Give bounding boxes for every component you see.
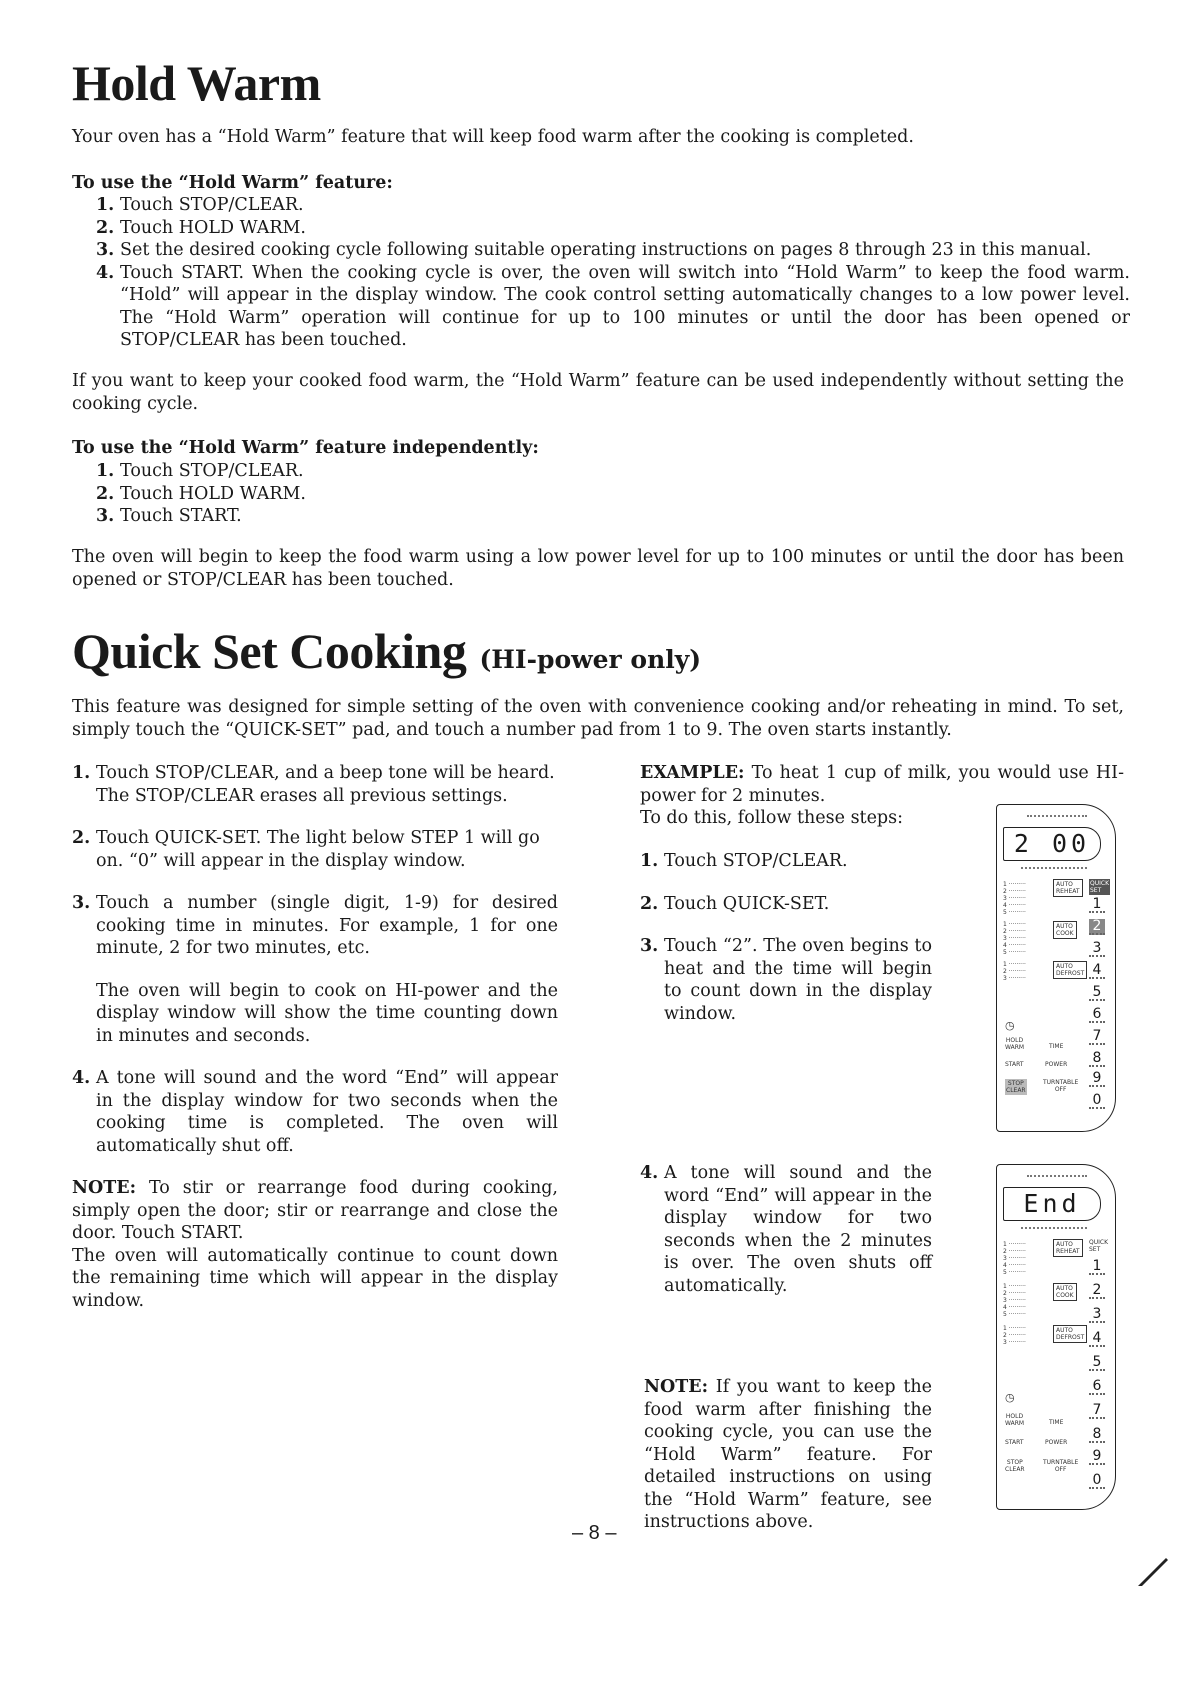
list-item: 4. A tone will sound and the word “End” will appear in the display window for two seconds when the cooking time is completed. The oven will automatically shut off. — [72, 1068, 558, 1156]
example-steps — [640, 850, 932, 1025]
display-window: 2 00 — [1003, 827, 1101, 861]
auto-cook-pad: AUTO COOK — [1053, 1283, 1077, 1301]
hold-warm-independent-heading: To use the “Hold Warm” feature independently: — [72, 438, 539, 458]
auto-cook-pad: AUTO COOK — [1053, 921, 1077, 939]
list-item: 4. Touch START. When the cooking cycle is over, the oven will switch into “Hold Warm” to keep the food warm. “Hold” will appear in the display window. The cook control setting automatically changes to a low power level. The “Hold Warm” operation will continue for up to 100 minutes or until the door has been opened or STOP/CLEAR has been touched. — [96, 262, 1130, 350]
list-item: 1. Touch STOP/CLEAR. — [96, 461, 304, 481]
quick-set-title: Quick Set Cooking — [72, 623, 467, 679]
keypad-6: 6 — [1089, 1007, 1105, 1023]
keypad-7: 7 — [1089, 1029, 1105, 1045]
defrost-menu-list: 1 ········· 2 ········· 3 ········· — [1003, 1325, 1026, 1346]
keypad-2: 2 — [1089, 1283, 1105, 1299]
step-indicators — [1027, 1175, 1087, 1177]
keypad-5: 5 — [1089, 985, 1105, 1001]
hold-warm-independent-note: If you want to keep your cooked food warm, the “Hold Warm” feature can be used independently without setting the cooking cycle. — [72, 371, 1124, 414]
hold-warm-closing: The oven will begin to keep the food warm using a low power level for up to 100 minutes or until the door has been opened or STOP/CLEAR has been touched. — [72, 547, 1124, 590]
list-item: 1. Touch STOP/CLEAR, and a beep tone will be heard. The STOP/CLEAR erases all previous settings. — [72, 763, 555, 806]
note-paragraph: NOTE: To stir or rearrange food during cooking, simply open the door; stir or rearrange and close the door. Touch START. — [72, 1178, 558, 1243]
time-pad: TIME — [1049, 1043, 1064, 1050]
keypad-4: 4 — [1089, 963, 1105, 979]
hold-warm-pad: HOLD WARM — [1005, 1413, 1025, 1427]
keypad-4: 4 — [1089, 1331, 1105, 1347]
keypad-8: 8 — [1089, 1427, 1105, 1443]
hold-warm-steps — [96, 194, 1130, 352]
display-labels — [1021, 867, 1087, 869]
hold-warm-use-heading: To use the “Hold Warm” feature: — [72, 173, 393, 193]
turntable-off-pad: TURNTABLE OFF — [1043, 1079, 1079, 1093]
list-item: 3. Set the desired cooking cycle following suitable operating instructions on pages 8 through 23 in this manual. — [96, 240, 1092, 260]
auto-reheat-pad: AUTO REHEAT — [1053, 879, 1083, 897]
note2-paragraph: NOTE: If you want to keep the food warm after finishing the cooking cycle, you can use the “Hold Warm” feature. For detailed instructions on using the “Hold Warm” feature, see instructions above. — [644, 1377, 932, 1532]
list-item: 3. Touch “2”. The oven begins to heat and the time will begin to count down in the display window. — [640, 936, 932, 1024]
quick-set-heading — [72, 622, 701, 680]
cook-menu-list: 1 ········· 2 ········· 3 ········· 4 ········· 5 ········· — [1003, 921, 1026, 956]
list-item: 2. Touch HOLD WARM. — [96, 217, 306, 238]
example-step-4 — [640, 1162, 932, 1297]
list-item: 2. Touch QUICK-SET. — [640, 893, 830, 914]
reheat-menu-list: 1 ········· 2 ········· 3 ········· 4 ········· 5 ········· — [1003, 881, 1026, 916]
hold-warm-pad: HOLD WARM — [1005, 1037, 1025, 1051]
quick-set-pad: QUICK SET — [1090, 880, 1110, 894]
keypad-3: 3 — [1089, 941, 1105, 957]
auto-defrost-pad: AUTO DEFROST — [1053, 1325, 1087, 1343]
step-indicators — [1027, 815, 1087, 817]
quick-set-subtitle: (HI-power only) — [479, 645, 702, 674]
keypad-0: 0 — [1089, 1093, 1105, 1109]
quick-set-pad: QUICK SET — [1089, 1239, 1109, 1253]
hold-warm-title: Hold Warm — [72, 55, 321, 111]
list-item: 2. Touch HOLD WARM. — [96, 483, 306, 504]
list-item: 3. Touch START. — [96, 506, 242, 526]
keypad-1: 1 — [1089, 1259, 1105, 1275]
page-number: – 8 – — [572, 1522, 617, 1544]
start-pad: START — [1005, 1061, 1024, 1068]
keypad-8: 8 — [1089, 1051, 1105, 1067]
keypad-7: 7 — [1089, 1403, 1105, 1419]
keypad-0: 0 — [1089, 1473, 1105, 1489]
list-item: 1. Touch STOP/CLEAR. — [640, 851, 848, 871]
control-panel-illustration-end — [996, 1164, 1116, 1510]
example-paragraph: EXAMPLE: To heat 1 cup of milk, you would use HI-power for 2 minutes. — [640, 763, 1124, 806]
clock-icon: ◷ — [1005, 1391, 1015, 1404]
keypad-3: 3 — [1089, 1307, 1105, 1323]
auto-reheat-pad: AUTO REHEAT — [1053, 1239, 1083, 1257]
example-follow: To do this, follow these steps: — [640, 808, 904, 828]
stop-clear-pad: STOP CLEAR — [1005, 1459, 1025, 1473]
keypad-9: 9 — [1089, 1449, 1105, 1465]
quick-set-intro: This feature was designed for simple setting of the oven with convenience cooking and/or reheating in mind. To set, simply touch the “QUICK-SET” pad, and touch a number pad from 1 to 9. The oven starts instantly. — [72, 697, 1124, 740]
turntable-off-pad: TURNTABLE OFF — [1043, 1459, 1079, 1473]
list-item: 3. Touch a number (single digit, 1-9) for desired cooking time in minutes. For example, 1 for one minute, 2 for two minutes, etc. The oven will begin to cook on HI-power and the display window will show the time counting down in minutes and seconds. — [72, 893, 558, 1046]
keypad-6: 6 — [1089, 1379, 1105, 1395]
start-pad: START — [1005, 1439, 1024, 1446]
hold-warm-intro: Your oven has a “Hold Warm” feature that will keep food warm after the cooking is completed. — [72, 127, 914, 147]
keypad-2: 2 — [1089, 919, 1105, 935]
defrost-menu-list: 1 ········· 2 ········· 3 ········· — [1003, 961, 1026, 982]
keypad-9: 9 — [1089, 1071, 1105, 1087]
power-pad: POWER — [1045, 1439, 1068, 1446]
keypad-1: 1 — [1089, 897, 1105, 913]
auto-defrost-pad: AUTO DEFROST — [1053, 961, 1087, 979]
keypad-5: 5 — [1089, 1355, 1105, 1371]
reheat-menu-list: 1 ········· 2 ········· 3 ········· 4 ········· 5 ········· — [1003, 1241, 1026, 1276]
hold-warm-independent-steps — [96, 460, 696, 528]
power-pad: POWER — [1045, 1061, 1068, 1068]
stop-clear-pad: STOP CLEAR — [1006, 1080, 1026, 1094]
note-paragraph-2: The oven will automatically continue to count down the remaining time which will appear in the display window. — [72, 1245, 558, 1311]
list-item: 1. Touch STOP/CLEAR. — [96, 195, 304, 215]
cook-menu-list: 1 ········· 2 ········· 3 ········· 4 ········· 5 ········· — [1003, 1283, 1026, 1318]
clock-icon: ◷ — [1005, 1019, 1015, 1032]
scan-mark-icon — [1136, 1552, 1170, 1588]
list-item: 2. Touch QUICK-SET. The light below STEP 1 will go on. “0” will appear in the display window. — [72, 828, 540, 871]
display-labels — [1021, 1227, 1087, 1229]
list-item: 4. A tone will sound and the word “End” will appear in the display window for two seconds when the 2 minutes is over. The oven shuts off automatically. — [640, 1163, 932, 1296]
quick-set-steps — [72, 762, 558, 1312]
time-pad: TIME — [1049, 1419, 1064, 1426]
display-window: End — [1003, 1187, 1101, 1221]
control-panel-illustration — [996, 804, 1116, 1132]
